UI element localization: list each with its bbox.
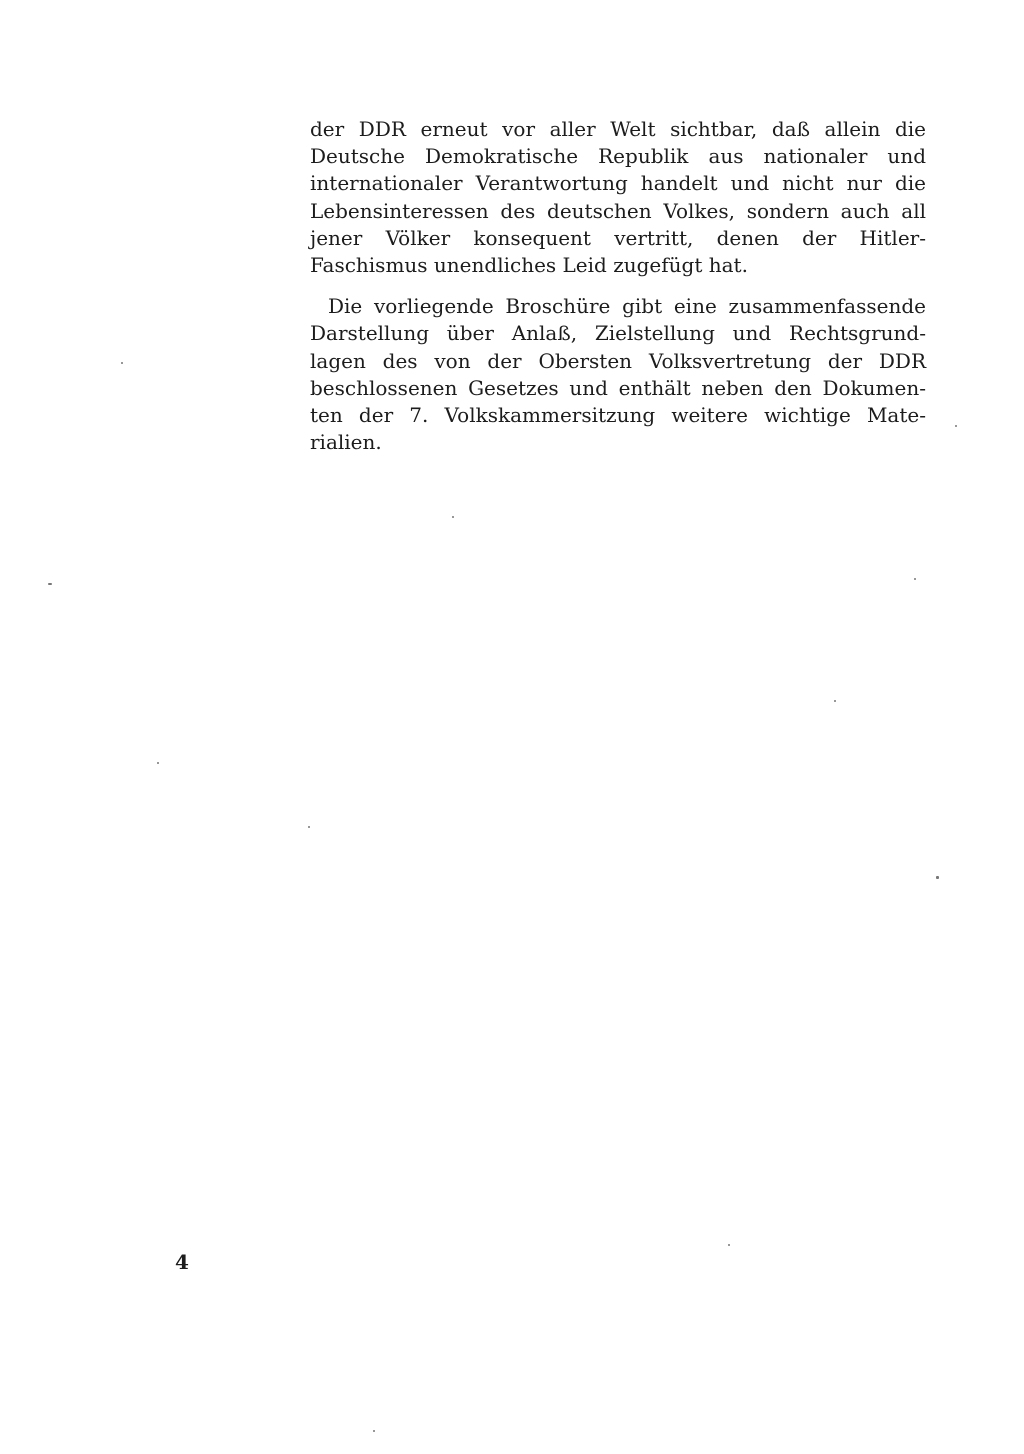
scan-speck — [48, 583, 52, 585]
scan-speck — [121, 362, 123, 364]
paragraph-gap — [310, 279, 926, 293]
text-line: ten der 7. Volkskammersitzung weitere wichtige Mate- — [310, 402, 926, 427]
scan-speck — [834, 700, 836, 702]
text-line: jener Völker konsequent vertritt, denen der Hitler- — [310, 225, 926, 250]
scan-speck — [308, 826, 310, 828]
text-line: Die vorliegende Broschüre gibt eine zusammenfassende — [328, 294, 926, 319]
text-line: Deutsche Demokratische Republik aus nationaler und — [310, 144, 926, 169]
text-line: Lebensinteressen des deutschen Volkes, sondern auch all — [310, 198, 926, 223]
text-line: internationaler Verantwortung handelt und nicht nur die — [310, 171, 926, 196]
text-line: Darstellung über Anlaß, Zielstellung und Rechtsgrund- — [310, 321, 926, 346]
scan-speck — [452, 516, 454, 518]
paragraph-2 — [310, 293, 926, 456]
scan-speck — [914, 578, 916, 580]
scan-speck — [955, 425, 957, 427]
scan-speck — [157, 762, 159, 764]
scan-speck — [373, 1430, 375, 1432]
scan-speck — [936, 876, 939, 879]
text-line: der DDR erneut vor aller Welt sichtbar, daß allein die — [310, 117, 926, 141]
paragraph-1 — [310, 116, 926, 279]
scan-speck — [728, 1244, 730, 1246]
text-line: Faschismus unendliches Leid zugefügt hat. — [310, 252, 748, 277]
text-line: beschlossenen Gesetzes und enthält neben den Dokumen- — [310, 375, 926, 400]
body-text — [310, 116, 926, 456]
page-number: 4 — [175, 1250, 189, 1274]
text-line: lagen des von der Obersten Volksvertretung der DDR — [310, 348, 926, 373]
text-line: rialien. — [310, 430, 382, 455]
